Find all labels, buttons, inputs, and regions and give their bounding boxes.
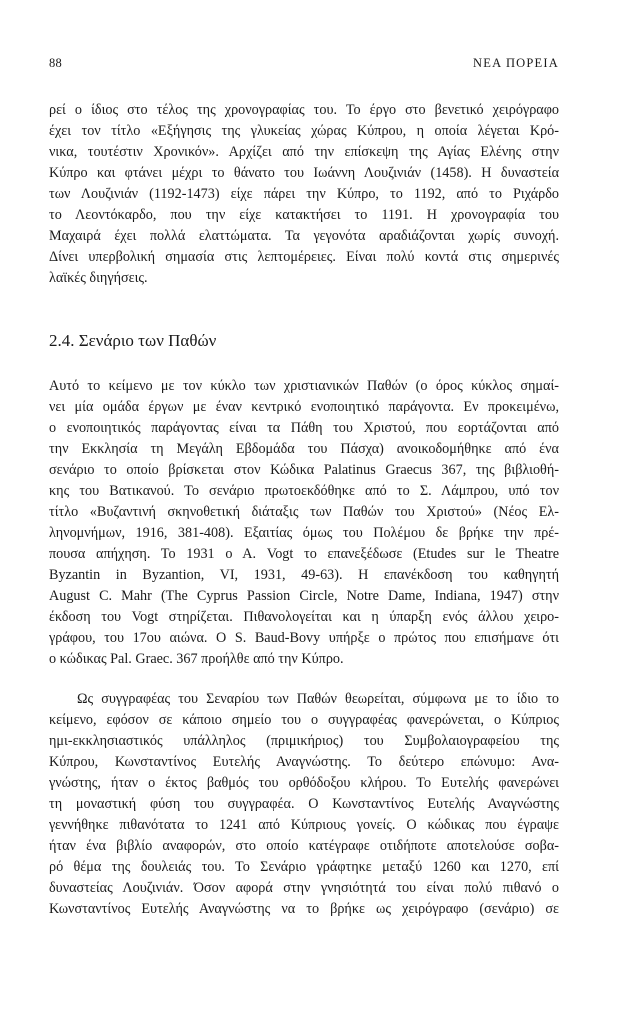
text-line: Κύπρου, Κωνσταντίνος Ευτελής Αναγνώστης. Το δεύτερο επώνυμο: Ανα- — [49, 754, 559, 770]
text-line: γεννήθηκε πιθανότατα το 1241 από Κύπριους γονείς. Ο κώδικας που έγραψε — [49, 817, 559, 833]
text-line: Αυτό το κείμενο με τον κύκλο των χριστιανικών Παθών (ο όρος κύκλος σημαί- — [49, 378, 559, 394]
text-line: ρό θέμα της δουλειάς του. Το Σενάριο γράφτηκε μεταξύ 1260 και 1270, επί — [49, 859, 559, 875]
text-line: Δίνει υπερβολική σημασία στις λεπτομέρειες. Είναι πολύ κοντά στις σημερινές — [49, 249, 559, 265]
text-line: σενάριο το οποίο βρίσκεται στον Κώδικα Palatinus Graecus 367, της βιβλιοθή- — [49, 462, 559, 478]
text-line: έχει τον τίτλο «Εξήγησις της γλυκείας χώρας Κύπρου, η οποία λέγεται Κρό- — [49, 123, 559, 139]
text-line: Κωνσταντίνος Ευτελής Αναγνώστης να το βρήκε ως χειρόγραφο (σενάριο) σε — [49, 901, 559, 917]
text-line: το Λεοντόκαρδο, που την είχε κατακτήσει το 1191. Η χρονογραφία του — [49, 207, 559, 223]
text-line: γνώστης, ήταν ο έκτος βαθμός του ορθόδοξου κλήρου. Το Ευτελής φανερώνει — [49, 775, 559, 791]
text-line: νικα, τουτέστιν Χρονικόν». Αρχίζει από την επίσκεψη της Αγίας Ελένης στην — [49, 144, 559, 160]
running-title: ΝΕΑ ΠΟΡΕΙΑ — [473, 56, 559, 70]
text-line: ημι-εκκλησιαστικός υπάλληλος (πριμικήριος) του Συμβολαιογραφείου της — [49, 733, 559, 749]
text-line: κης του Βατικανού. Το σενάριο πρωτοεκδόθηκε από το Σ. Λάμπρου, υπό τον — [49, 483, 559, 499]
text-line: νει μία ομάδα έργων με έναν κεντρικό ενοποιητικό παράγοντα. Εν προκειμένω, — [49, 399, 559, 415]
text-line: έκδοση του Vogt στηρίζεται. Πιθανολογείται και η ύπαρξη ενός άλλου χειρο- — [49, 609, 559, 625]
text-line: Byzantin in Byzantion, VI, 1931, 49-63). Η επανέκδοση του καθηγητή — [49, 567, 559, 583]
text-line: Μαχαιρά έχει πολλά ελαττώματα. Τα γεγονότα αραδιάζονται χωρίς συνοχή. — [49, 228, 559, 244]
text-line: ήταν ένα βιβλίο αναφορών, στο οποίο κατέγραφε οτιδήποτε αποτελούσε σοβα- — [49, 838, 559, 854]
text-line: ρεί ο ίδιος στο τέλος της χρονογραφίας του. Το έργο στο βενετικό χειρόγραφο — [49, 102, 559, 118]
text-line: κείμενο, εφόσον σε κάποιο σημείο του ο συγγραφέας φανερώνεται, ο Κύπριος — [49, 712, 559, 728]
paragraph-1 — [49, 100, 559, 289]
text-line: ο ενοποιητικός παράγοντας είναι τα Πάθη του Χριστού, που εορτάζονται από — [49, 420, 559, 436]
text-line: των Λουζινιάν (1192-1473) είχε πάρει την Κύπρο, το 1192, από το Ριχάρδο — [49, 186, 559, 202]
text-line: ο κώδικας Pal. Graec. 367 προήλθε από την Κύπρο. — [49, 651, 344, 667]
text-line: August C. Mahr (The Cyprus Passion Circle, Notre Dame, Indiana, 1947) στην — [49, 588, 559, 604]
text-line: τη μοναστική φύση του συγγραφέα. Ο Κωνσταντίνος Ευτελής Αναγνώστης — [49, 796, 559, 812]
text-line: Ως συγγραφέας του Σεναρίου των Παθών θεωρείται, σύμφωνα με το ίδιο το — [77, 691, 559, 707]
text-line: λαϊκές διηγήσεις. — [49, 270, 148, 286]
paragraph-3 — [49, 689, 559, 920]
text-line: γράφου, του 17ου αιώνα. Ο S. Baud-Bovy υπήρξε ο πρώτος που επισήμανε ότι — [49, 630, 559, 646]
text-line: ληνομνήμων, 1916, 381-408). Εξαιτίας όμως του Πολέμου δε βρήκε την πρέ- — [49, 525, 559, 541]
page-number: 88 — [49, 56, 63, 70]
paragraph-2 — [49, 376, 559, 670]
text-line: δυναστείας Λουζινιάν. Όσον αφορά στην γνησιότητά του είναι πολύ πιθανό ο — [49, 880, 559, 896]
text-line: πουσα απήχηση. Το 1931 ο Α. Vogt το επανεξέδωσε (Etudes sur le Theatre — [49, 546, 559, 562]
text-line: την Εκκλησία τη Μεγάλη Εβδομάδα του Πάσχα) ανοικοδομήθηκε από ένα — [49, 441, 559, 457]
section-heading: 2.4. Σενάριο των Παθών — [49, 331, 217, 350]
text-line: Κύπρο και φτάνει μέχρι το θάνατο του Ιωάννη Λουζινιάν (1458). Η δυναστεία — [49, 165, 559, 181]
running-header — [49, 56, 559, 74]
text-line: τίτλο «Βυζαντινή σκηνοθετική διάταξις των Παθών του Χριστού» (Νέος Ελ- — [49, 504, 559, 520]
